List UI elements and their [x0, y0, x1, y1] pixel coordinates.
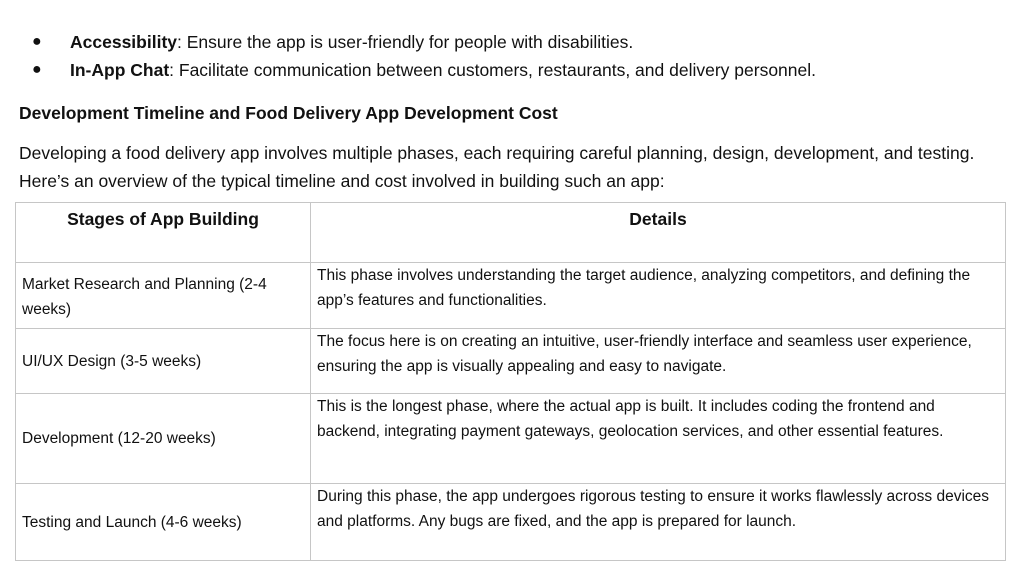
- bullet-term: In-App Chat: [70, 60, 170, 80]
- stages-table: [15, 202, 1006, 561]
- bullet-dot-icon: ●: [32, 61, 42, 78]
- table-row: [16, 394, 1006, 484]
- intro-paragraph: Developing a food delivery app involves multiple phases, each requiring careful planning, design, development, and testing. Here’s an overview of the typical timeline and cost involved in building such an app:: [19, 143, 975, 191]
- bullet-dot-icon: ●: [32, 33, 42, 50]
- table-header-row: [16, 203, 1006, 263]
- header-stages: Stages of App Building: [16, 203, 311, 263]
- table-row: [16, 263, 1006, 329]
- bullet-term: Accessibility: [70, 32, 177, 52]
- stage-cell: Development (12-20 weeks): [16, 394, 311, 484]
- bullet-description: : Ensure the app is user-friendly for people with disabilities.: [177, 32, 634, 52]
- stage-cell: Testing and Launch (4-6 weeks): [16, 484, 311, 561]
- details-cell: This phase involves understanding the target audience, analyzing competitors, and defining the app’s features and functionalities.: [311, 263, 1006, 329]
- bullet-item-in-app-chat: [0, 56, 1024, 84]
- details-cell: During this phase, the app undergoes rigorous testing to ensure it works flawlessly across devices and platforms. Any bugs are fixed, and the app is prepared for launch.: [311, 484, 1006, 561]
- table-row: [16, 329, 1006, 394]
- bullet-item-accessibility: [0, 28, 1024, 56]
- bullet-description: : Facilitate communication between customers, restaurants, and delivery personnel.: [169, 60, 816, 80]
- bullet-text: [70, 56, 816, 84]
- bullet-text: [70, 28, 633, 56]
- details-cell: This is the longest phase, where the actual app is built. It includes coding the frontend and backend, integrating payment gateways, geolocation services, and other essential features.: [311, 394, 1006, 484]
- section-heading: Development Timeline and Food Delivery App Development Cost: [19, 103, 558, 123]
- header-details: Details: [311, 203, 1006, 263]
- table-row: [16, 484, 1006, 561]
- stage-cell: UI/UX Design (3-5 weeks): [16, 329, 311, 394]
- details-cell: The focus here is on creating an intuitive, user-friendly interface and seamless user experience, ensuring the app is visually appealing and easy to navigate.: [311, 329, 1006, 394]
- stage-cell: Market Research and Planning (2-4 weeks): [16, 263, 311, 329]
- feature-bullet-list: [0, 28, 1024, 84]
